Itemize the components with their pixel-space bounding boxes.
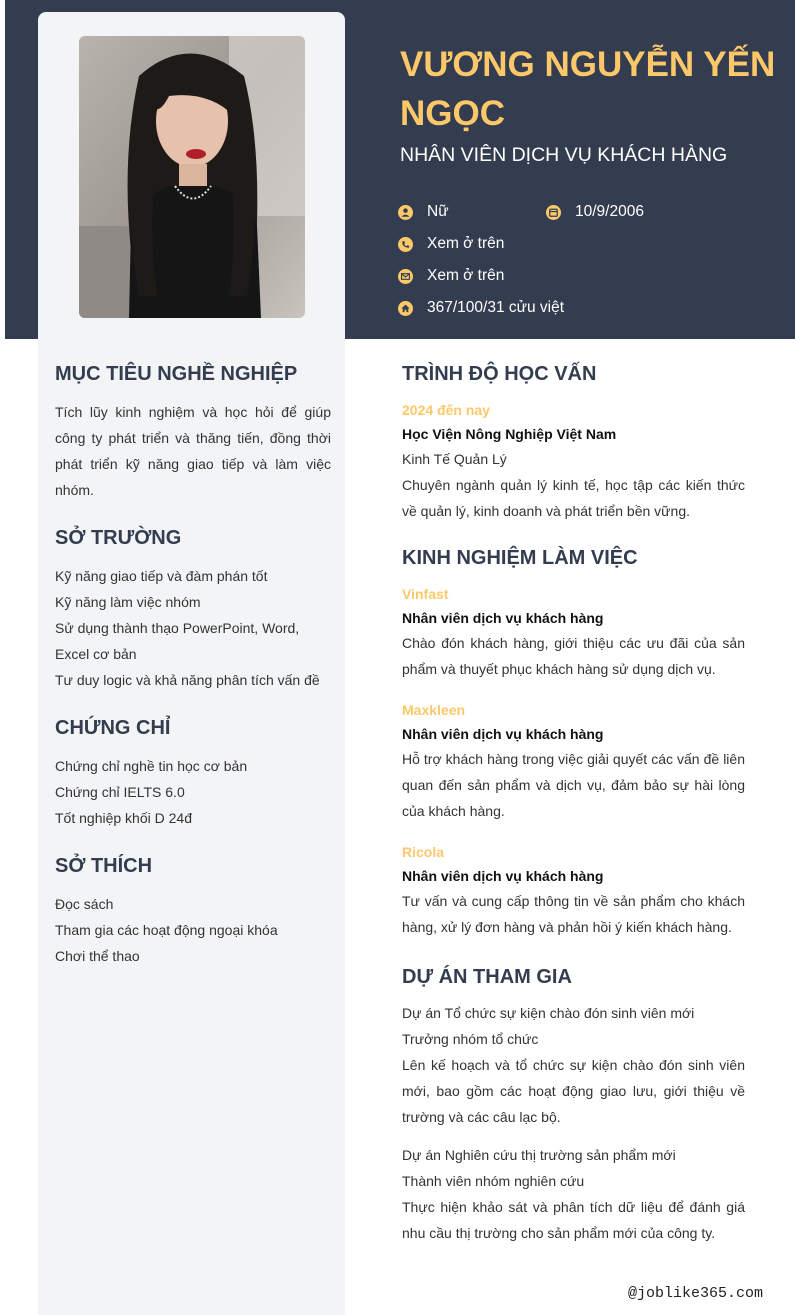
education-school: Học Viện Nông Nghiệp Việt Nam [402,426,617,442]
birthday-value: 10/9/2006 [575,203,644,220]
list-item: Tốt nghiệp khối D 24đ [55,810,192,826]
project-name: Dự án Tổ chức sự kiện chào đón sinh viên mới [402,1005,695,1021]
objective-title: MỤC TIÊU NGHỀ NGHIỆP [55,363,298,385]
address-info [398,298,564,318]
experience-entry [402,583,745,682]
phone-value: Xem ở trên [427,235,505,252]
gender-info [398,202,449,222]
experience-description: Chào đón khách hàng, giới thiệu các ưu đãi của sản phẩm và thuyết phục khách hàng sử dụng dịch vụ. [402,635,745,677]
email-value: Xem ở trên [427,267,505,284]
project-description: Lên kế hoạch và tổ chức sự kiện chào đón sinh viên mới, bao gồm các hoạt động giao lưu, giới thiệu về trường và các câu lạc bộ. [402,1057,745,1125]
project-role: Thành viên nhóm nghiên cứu [402,1173,585,1189]
experience-role: Nhân viên dịch vụ khách hàng [402,726,604,742]
list-item: Kỹ năng giao tiếp và đàm phán tốt [55,568,268,584]
experience-company: Maxkleen [402,702,466,718]
list-item: Sử dụng thành thạo PowerPoint, Word, Excel cơ bản [55,620,300,662]
experience-title: KINH NGHIỆM LÀM VIỆC [402,547,638,569]
envelope-icon [398,269,413,284]
education-date: 2024 đến nay [402,402,490,418]
address-value: 367/100/31 cửu việt [427,299,565,316]
profile-photo-illustration [79,36,305,318]
education-description: Chuyên ngành quản lý kinh tế, học tập các kiến thức về quản lý, kinh doanh và phát triển bền vững. [402,477,745,519]
hobbies-title: SỞ THÍCH [55,855,153,877]
experience-description: Tư vấn và cung cấp thông tin về sản phẩm cho khách hàng, xử lý đơn hàng và phản hồi ý kiến khách hàng. [402,893,745,935]
experience-role: Nhân viên dịch vụ khách hàng [402,610,604,626]
experience-entry [402,841,745,940]
objective-text: Tích lũy kinh nghiệm và học hỏi để giúp công ty phát triển và thăng tiến, đồng thời phát triển kỹ năng giao tiếp và làm việc nhóm. [55,404,331,498]
experience-company: Vinfast [402,586,449,602]
education-title: TRÌNH ĐỘ HỌC VẤN [402,363,597,385]
experience-role: Nhân viên dịch vụ khách hàng [402,868,604,884]
projects-title: DỰ ÁN THAM GIA [402,966,572,988]
experience-description: Hỗ trợ khách hàng trong việc giải quyết các vấn đề liên quan đến sản phẩm và dịch vụ, đảm bảo sự hài lòng của khách hàng. [402,751,745,819]
experience-company: Ricola [402,844,445,860]
certificates-list [55,753,335,831]
list-item: Chứng chỉ IELTS 6.0 [55,784,185,800]
phone-info [398,234,504,254]
project-description: Thực hiện khảo sát và phân tích dữ liệu để đánh giá nhu cầu thị trường cho sản phẩm mới của công ty. [402,1199,745,1241]
home-icon [398,301,413,316]
user-icon [398,205,413,220]
job-title: NHÂN VIÊN DỊCH VỤ KHÁCH HÀNG [400,144,728,166]
gender-value: Nữ [427,203,449,220]
birthday-info [546,202,644,222]
hobbies-list [55,891,335,969]
list-item: Đọc sách [55,896,114,912]
experience-entry [402,699,745,824]
watermark: @joblike365.com [627,1285,763,1302]
project-role: Trưởng nhóm tổ chức [402,1031,539,1047]
list-item: Chơi thể thao [55,948,140,964]
list-item: Tư duy logic và khả năng phân tích vấn đề [55,672,320,688]
calendar-icon [546,205,561,220]
list-item: Tham gia các hoạt động ngoại khóa [55,922,278,938]
list-item: Kỹ năng làm việc nhóm [55,594,201,610]
strengths-title: SỞ TRƯỜNG [55,527,182,549]
education-major: Kinh Tế Quản Lý [402,451,507,467]
education-entry [402,399,745,524]
list-item: Chứng chỉ nghề tin học cơ bản [55,758,248,774]
strengths-list [55,563,335,693]
project-name: Dự án Nghiên cứu thị trường sản phẩm mới [402,1147,676,1163]
phone-icon [398,237,413,252]
email-info [398,266,504,286]
project-entry [402,1142,745,1246]
certificates-title: CHỨNG CHỈ [55,717,171,739]
profile-photo [79,36,305,318]
project-entry [402,1000,745,1130]
candidate-name: VƯƠNG NGUYỄN YẾN NGỌC [400,45,776,133]
